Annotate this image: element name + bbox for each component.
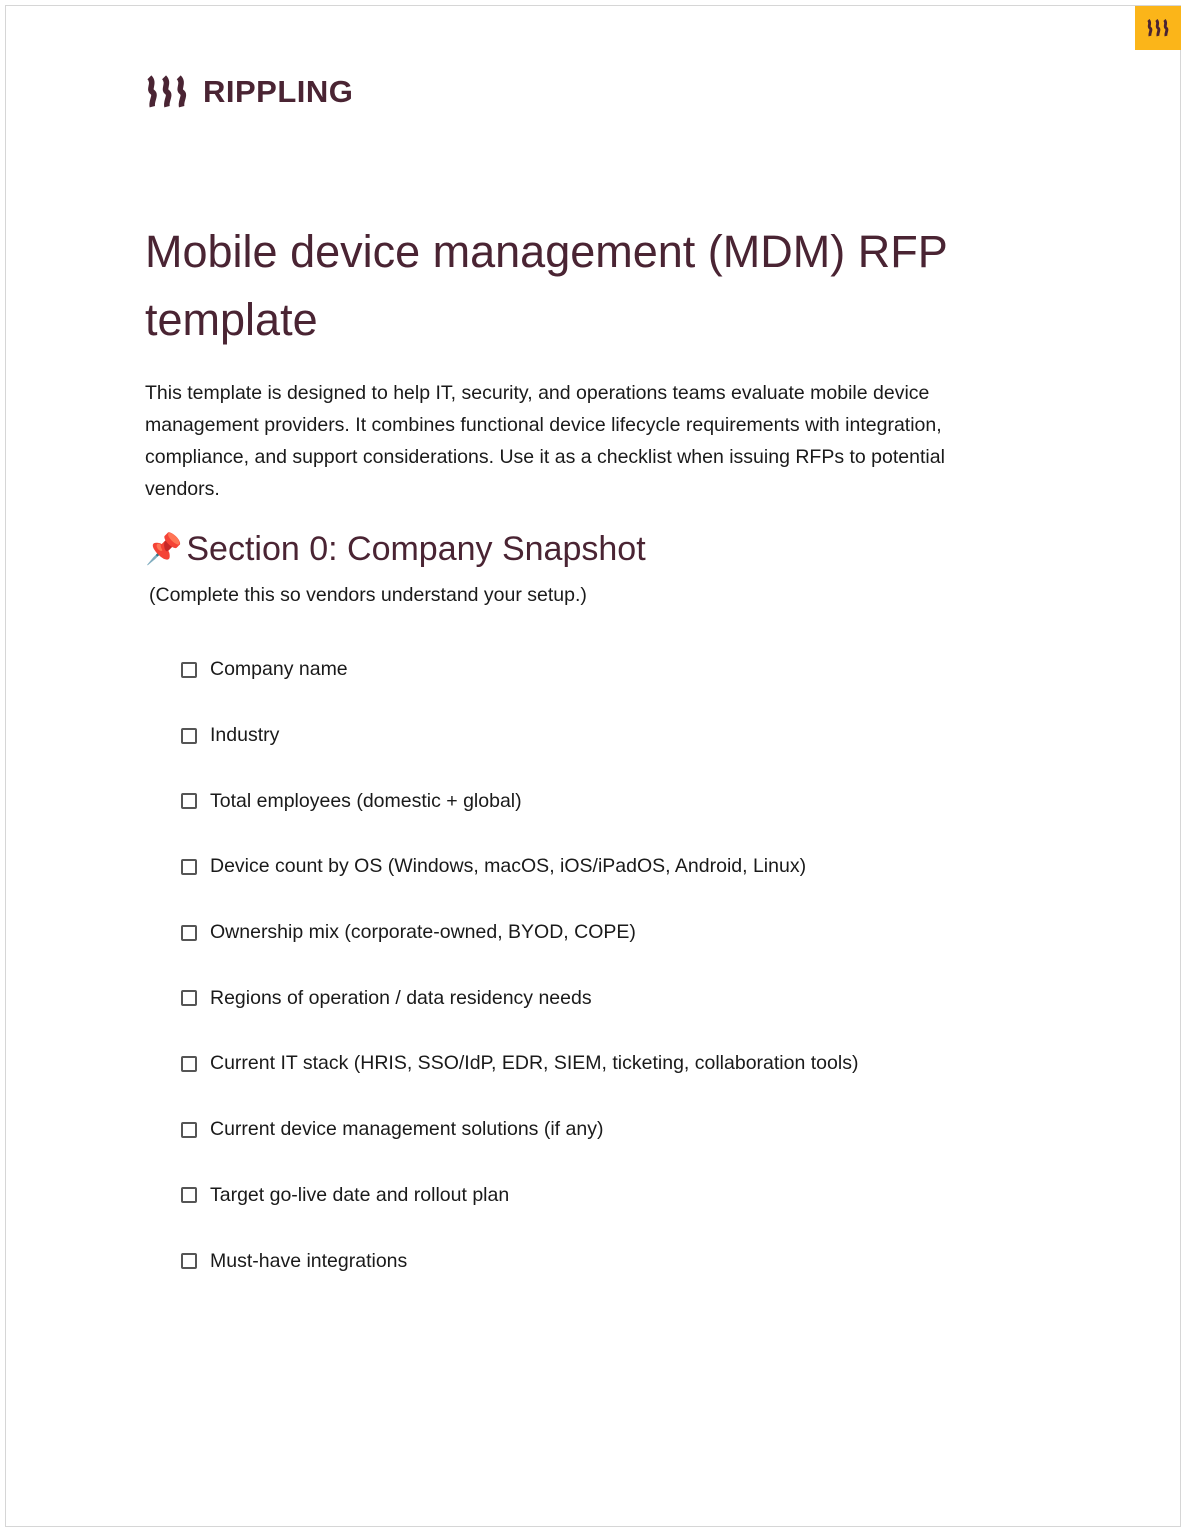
checkbox[interactable] [181,1122,197,1138]
checkbox[interactable] [181,1253,197,1269]
section-subtitle: (Complete this so vendors understand your setup.) [149,584,587,606]
checklist-label: Current device management solutions (if any) [210,1118,604,1141]
checklist-item [181,834,858,900]
checklist-label: Ownership mix (corporate-owned, BYOD, COPE) [210,921,636,944]
checklist-label: Must-have integrations [210,1249,408,1272]
checkbox[interactable] [181,793,197,809]
checklist-item [181,703,858,769]
rippling-logo [145,74,353,110]
checklist-item [181,1228,858,1294]
rippling-mark-icon [145,74,189,110]
checklist-item [181,768,858,834]
checklist-label: Company name [210,658,348,681]
checklist-item [181,900,858,966]
checkbox[interactable] [181,859,197,875]
intro-paragraph: This template is designed to help IT, security, and operations teams evaluate mobile device management providers. It combines functional device lifecycle requirements with integration, compliance, and support considerations. Use it as a checklist when issuing RFPs to potential vendors. [145,382,945,500]
checkbox[interactable] [181,925,197,941]
checklist-label: Device count by OS (Windows, macOS, iOS/iPadOS, Android, Linux) [210,855,807,878]
checkbox[interactable] [181,1056,197,1072]
checklist-label: Regions of operation / data residency needs [210,986,592,1009]
checkbox[interactable] [181,728,197,744]
checklist-item [181,1163,858,1229]
checklist-label: Target go-live date and rollout plan [210,1183,510,1206]
checkbox[interactable] [181,990,197,1006]
checkbox[interactable] [181,1187,197,1203]
checklist-item [181,637,858,703]
checklist-label: Industry [210,724,280,747]
page-title: Mobile device management (MDM) RFP template [145,226,947,345]
rippling-badge [1135,6,1181,50]
rippling-mark-icon [1146,19,1170,37]
checklist-label: Total employees (domestic + global) [210,789,522,812]
checkbox[interactable] [181,662,197,678]
logo-wordmark: RIPPLING [203,74,354,109]
section-heading [145,530,646,569]
checklist-item [181,1031,858,1097]
checklist [181,637,858,1294]
checklist-item [181,1097,858,1163]
section-heading-text: Section 0: Company Snapshot [186,530,646,568]
checklist-label: Current IT stack (HRIS, SSO/IdP, EDR, SIEM, ticketing, collaboration tools) [210,1052,859,1075]
checklist-item [181,965,858,1031]
pushpin-icon: 📌 [145,533,183,566]
